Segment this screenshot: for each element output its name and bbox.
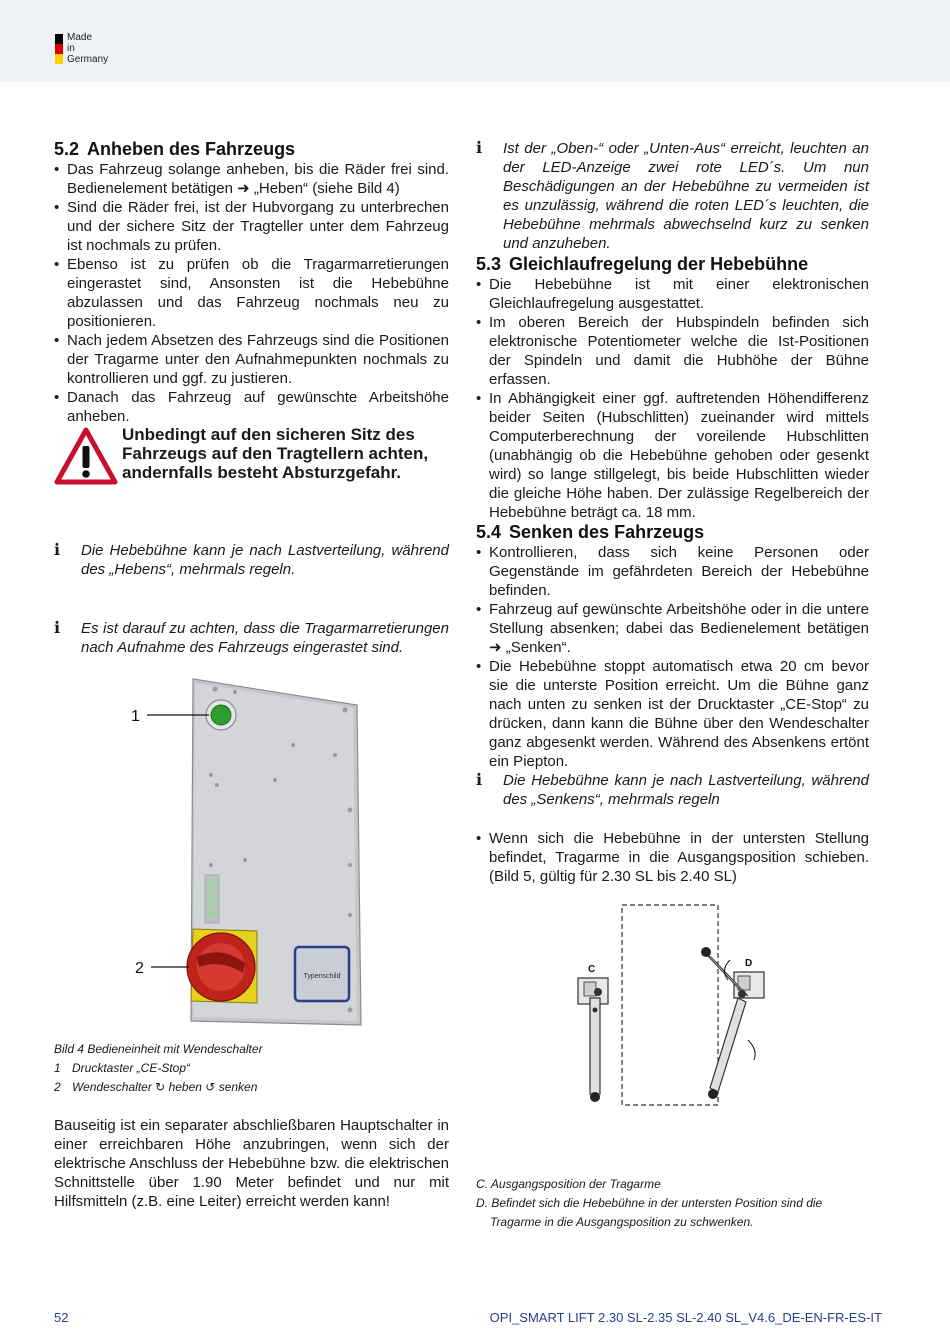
note-block bbox=[476, 771, 869, 809]
list-item: • Nach jedem Absetzen des Fahrzeugs sind die Positionen der Tragarme unter den Aufnahmepunkten nochmals zu kontrollieren und ggf. zu justieren. bbox=[54, 331, 449, 388]
list-item: • Danach das Fahrzeug auf gewünschte Arbeitshöhe anheben. bbox=[54, 388, 449, 426]
bullet-list bbox=[476, 275, 869, 522]
section-title: Anheben des Fahrzeugs bbox=[87, 139, 296, 159]
arm-position-diagram bbox=[570, 900, 780, 1110]
note bbox=[54, 619, 449, 657]
note-text: Die Hebebühne kann je nach Lastverteilung, während des „Hebens“, mehrmals regeln. bbox=[81, 542, 449, 578]
list-item: • Kontrollieren, dass sich keine Personen oder Gegenstände im gefährdeten Bereich der Hebebühne befinden. bbox=[476, 543, 869, 600]
list-item: • Fahrzeug auf gewünschte Arbeitshöhe oder in die untere Stellung absenken; dabei das Bedienelement betätigen ➜ „Senken“. bbox=[476, 600, 869, 657]
figure-caption bbox=[54, 1040, 449, 1097]
bullet-list bbox=[54, 160, 449, 426]
info-icon: ℹ bbox=[476, 770, 483, 789]
note-text: Es ist darauf zu achten, dass die Tragarmarretierungen nach Aufnahme des Fahrzeugs eingerastet sind. bbox=[81, 620, 449, 656]
badge-line: in bbox=[67, 43, 75, 54]
header-band bbox=[0, 0, 950, 82]
warning-text: Unbedingt auf den sicheren Sitz des Fahrzeugs auf den Tragtellern achten, andernfalls besteht Absturzgefahr. bbox=[122, 425, 429, 482]
caption-item-number: 2 bbox=[54, 1080, 61, 1094]
badge-line: Germany bbox=[67, 54, 109, 65]
section-5-4 bbox=[476, 521, 869, 771]
section-5-3 bbox=[476, 253, 869, 522]
caption-title: Bild 4 Bedieneinheit mit Wendeschalter bbox=[54, 1042, 263, 1056]
section-number: 5.4 bbox=[476, 522, 502, 542]
list-item: • Das Fahrzeug solange anheben, bis die Räder frei sind. Bedienelement betätigen ➜ „Heben“ (siehe Bild 4) bbox=[54, 160, 449, 198]
bullet-list bbox=[476, 543, 869, 771]
plate-label: Typenschild bbox=[303, 973, 341, 980]
diagram-label-c: C bbox=[588, 964, 596, 975]
section-heading bbox=[476, 521, 869, 543]
rotate-counterclockwise-icon: ↺ bbox=[205, 1080, 216, 1094]
warning-block bbox=[54, 425, 449, 482]
note-block bbox=[54, 619, 449, 657]
caption-item-number: 1 bbox=[54, 1061, 61, 1075]
note-block bbox=[476, 139, 869, 253]
caption-item-text: Wendeschalter bbox=[72, 1080, 152, 1094]
badge-line: Made bbox=[67, 32, 93, 43]
info-icon: ℹ bbox=[476, 138, 483, 157]
note-block bbox=[54, 541, 449, 579]
list-item: • Sind die Räder frei, ist der Hubvorgang zu unterbrechen und der sichere Sitz der Tragteller unter dem Fahrzeug ist nochmals zu prüfen. bbox=[54, 198, 449, 255]
info-icon: ℹ bbox=[54, 540, 61, 559]
section-5-2 bbox=[54, 138, 449, 426]
caption-d: D. Befindet sich die Hebebühne in der untersten Position sind die Tragarme in die Ausgangsposition zu schwenken. bbox=[476, 1196, 823, 1229]
note-text: Ist der „Oben-“ oder „Unten-Aus“ erreicht, leuchten an der LED-Anzeige zwei rote LED´s. Um nun Beschädigungen an der Hebebühne zu vermeiden ist es unzulässig, während die roten LED´s leuchten, die Hebebühne mehrmals abwechselnd kurz zu senken und anzuheben. bbox=[503, 140, 869, 252]
control-panel-figure bbox=[125, 675, 370, 1030]
list-item: • Die Hebebühne ist mit einer elektronischen Gleichlaufregelung ausgestattet. bbox=[476, 275, 869, 313]
list-item: • Wenn sich die Hebebühne in der untersten Stellung befindet, Tragarme in die Ausgangsposition schieben. (Bild 5, gültig für 2.30 SL bis 2.40 SL) bbox=[476, 829, 869, 886]
caption-item-2 bbox=[54, 1078, 449, 1097]
info-icon: ℹ bbox=[54, 618, 61, 637]
main-switch-paragraph: Bauseitig ist ein separater abschließbaren Hauptschalter in einer erreichbaren Höhe anzubringen, wenn sich der elektrische Anschluss der Hebebühne bzw. die elektrischen Schnittstelle über 1.90 Meter befindet und nur mit Hilfsmitteln (z.B. eine Leiter) erreicht werden kann! bbox=[54, 1117, 449, 1210]
caption-senken: senken bbox=[218, 1080, 258, 1094]
document-id: OPI_SMART LIFT 2.30 SL-2.35 SL-2.40 SL_V4.6_DE-EN-FR-ES-IT bbox=[489, 1310, 882, 1325]
list-item: • In Abhängigkeit einer ggf. auftretenden Höhendifferenz beider Seiten (Hubschlitten) zueinander wird mittels Computerberechnung der voreilende Hubschlitten (unabhängig ob die Hebebühne gehoben oder gesenkt wird) so lange stillgelegt, bis beide Hubschlitten wieder die gleiche Höhe haben. Der zulässige Regelbereich der Hebebühne beträgt ca. 18 mm. bbox=[476, 389, 869, 522]
diagram-caption bbox=[476, 1175, 869, 1232]
warning-triangle-icon bbox=[54, 427, 118, 485]
section-heading bbox=[54, 138, 449, 160]
note bbox=[476, 771, 869, 809]
section-number: 5.2 bbox=[54, 139, 80, 159]
section-number: 5.3 bbox=[476, 254, 502, 274]
section-title: Senken des Fahrzeugs bbox=[509, 522, 705, 542]
page-number: 52 bbox=[54, 1310, 69, 1325]
german-flag-icon bbox=[55, 34, 63, 64]
note-text: Die Hebebühne kann je nach Lastverteilung, während des „Senkens“, mehrmals regeln bbox=[503, 772, 869, 808]
note bbox=[54, 541, 449, 579]
caption-item-text: Drucktaster „CE-Stop“ bbox=[72, 1061, 191, 1075]
bullet-list bbox=[476, 829, 869, 886]
list-item: • Ebenso ist zu prüfen ob die Tragarmarretierungen eingerastet sind, Ansonsten ist die Hebebühne abzulassen und das Fahrzeug nochmals neu zu positionieren. bbox=[54, 255, 449, 331]
list-item: • Im oberen Bereich der Hubspindeln befinden sich elektronische Potentiometer welche die Ist-Positionen der Spindeln und damit die Hubhöhe der Bühne erfassen. bbox=[476, 313, 869, 389]
caption-item-1 bbox=[54, 1059, 449, 1078]
note bbox=[476, 139, 869, 253]
end-bullet bbox=[476, 829, 869, 886]
callout-1: 1 bbox=[131, 708, 140, 725]
caption-heben: heben bbox=[168, 1080, 202, 1094]
section-heading bbox=[476, 253, 869, 275]
made-in-germany-badge bbox=[67, 32, 108, 65]
rotate-clockwise-icon: ↻ bbox=[155, 1080, 166, 1094]
list-item: • Die Hebebühne stoppt automatisch etwa 20 cm bevor sie die unterste Position erreicht. Um die Bühne ganz nach unten zu senken ist der Drucktaster „CE-Stop“ zu drücken, dann kann die Bühne über den Wendeschalter ganz abgesenkt werden. Während des Absenkens ertönt ein Piepton. bbox=[476, 657, 869, 771]
callout-2: 2 bbox=[135, 960, 144, 977]
diagram-label-d: D bbox=[745, 958, 753, 969]
caption-c: C. Ausgangsposition der Tragarme bbox=[476, 1177, 661, 1191]
section-title: Gleichlaufregelung der Hebebühne bbox=[509, 254, 809, 274]
